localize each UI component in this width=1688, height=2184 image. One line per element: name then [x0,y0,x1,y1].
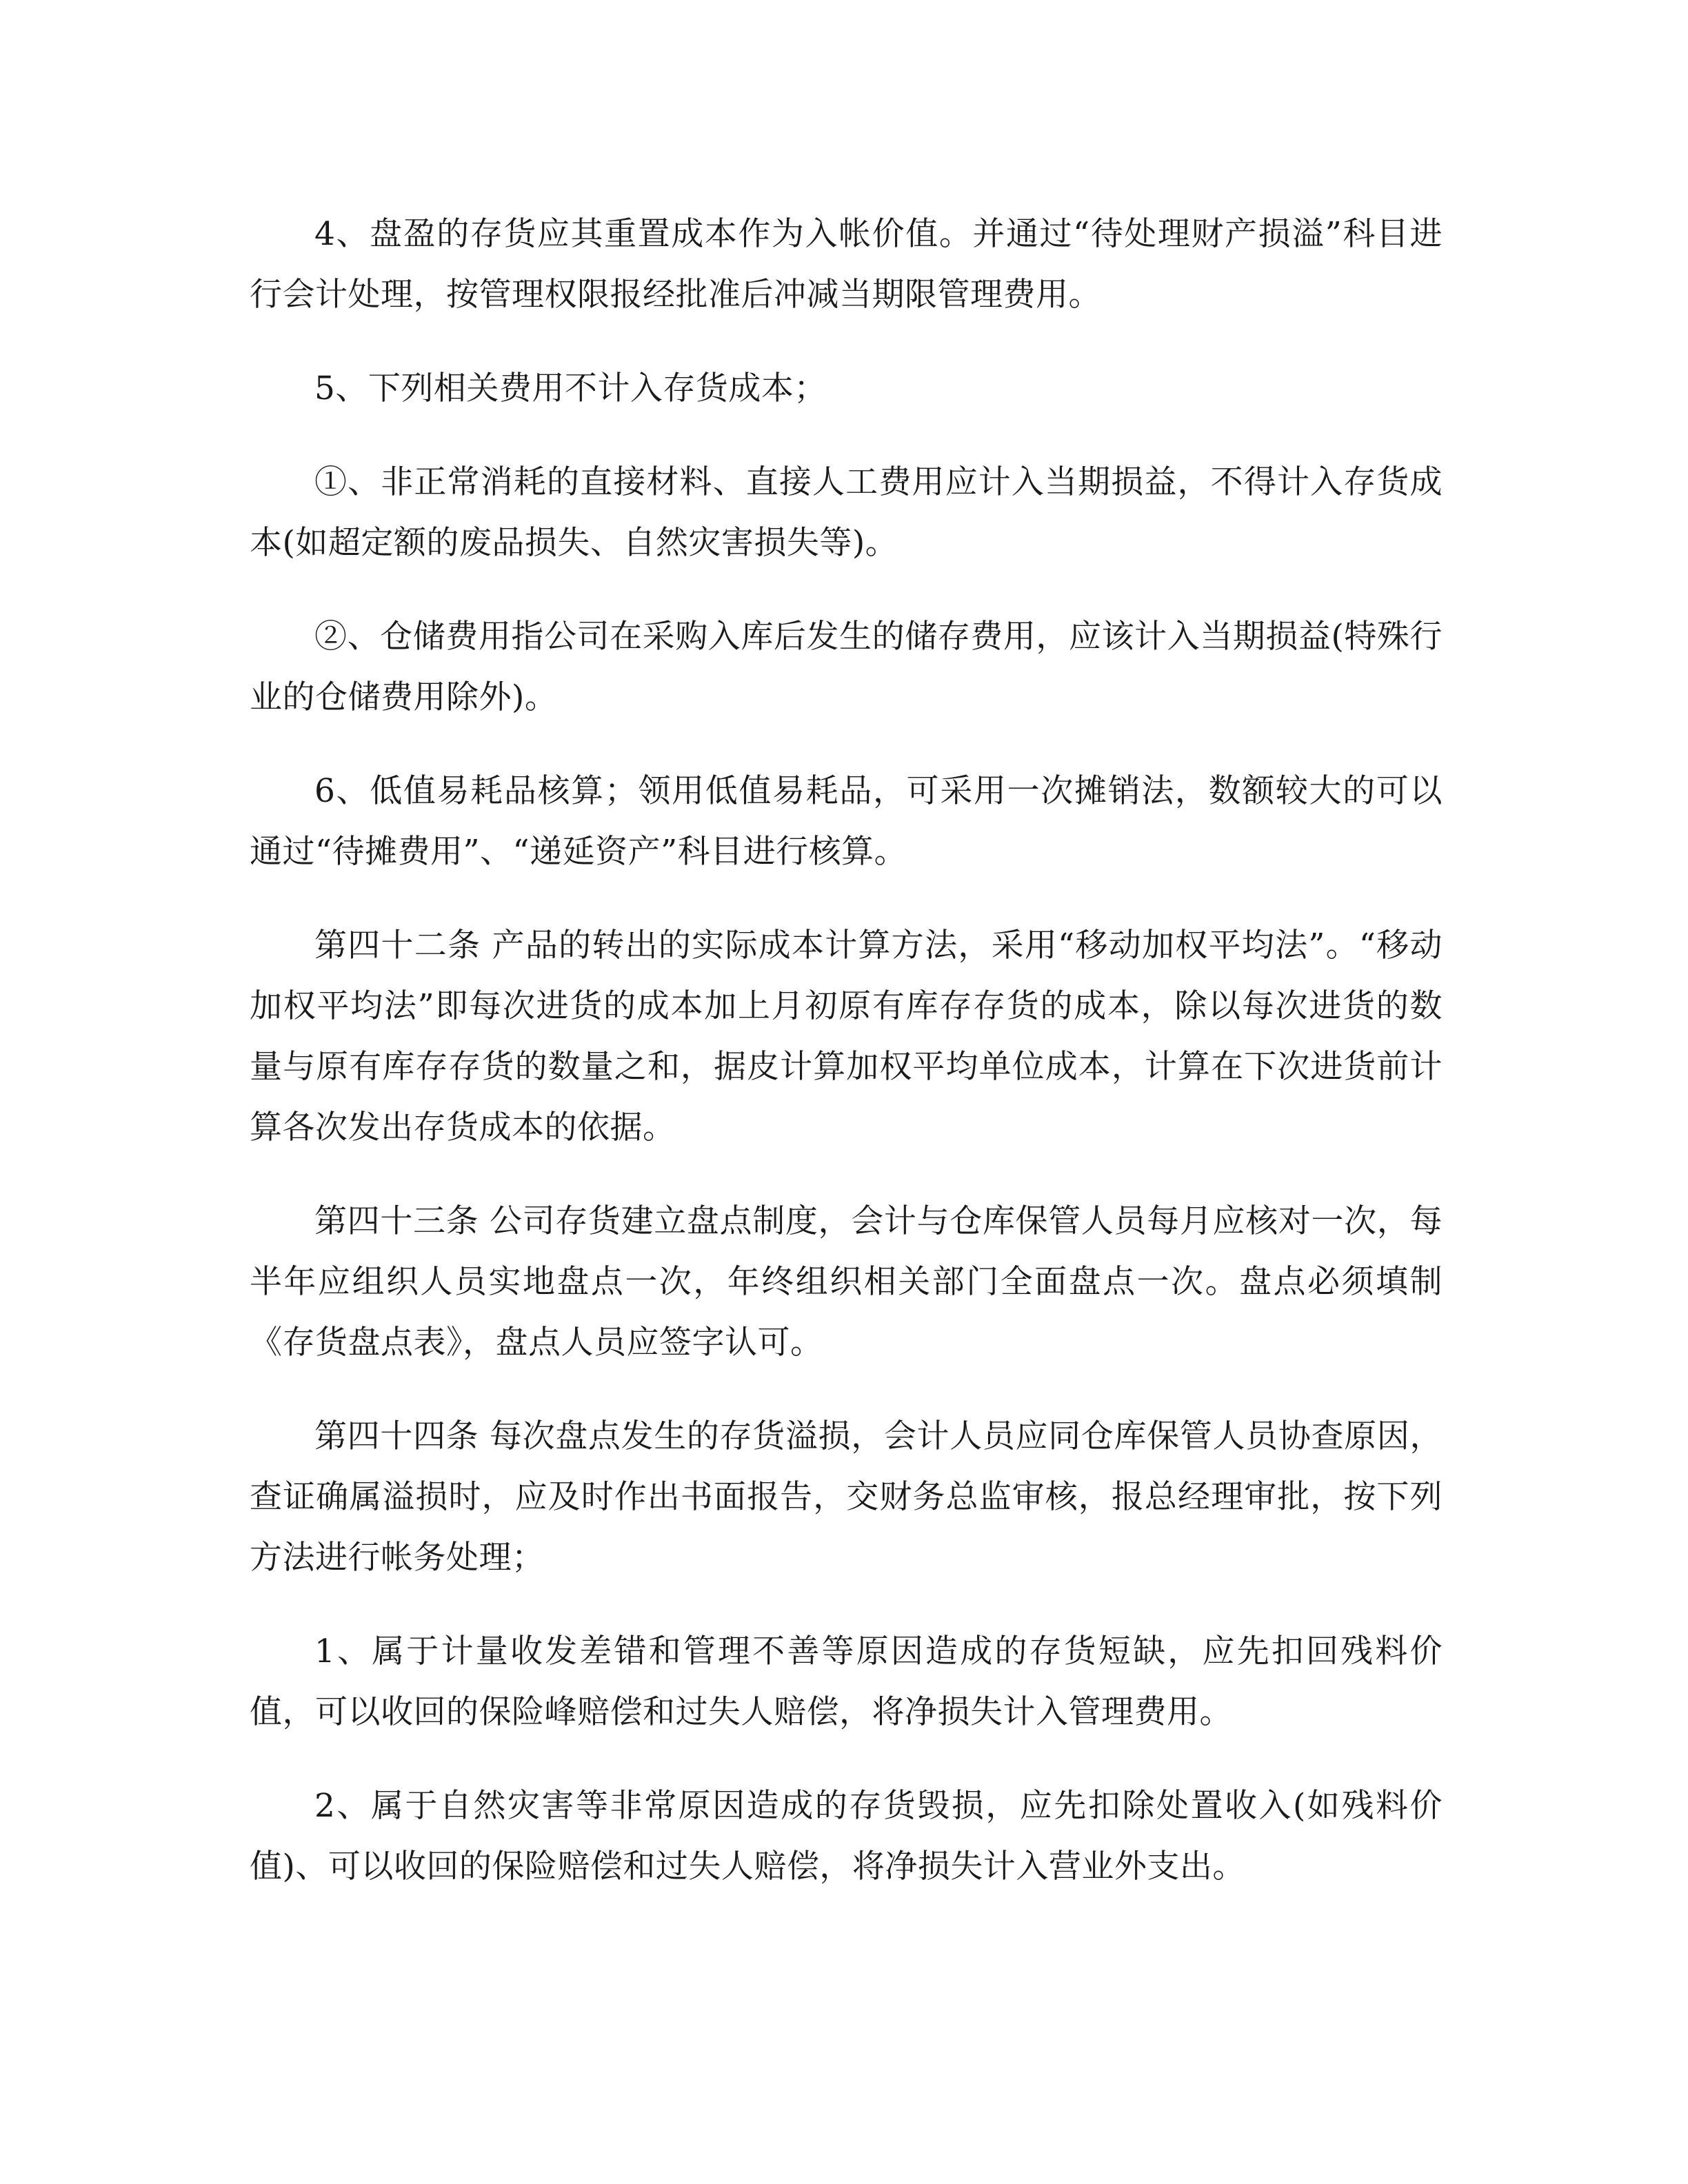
paragraph-article-42: 第四十二条 产品的转出的实际成本计算方法，采用“移动加权平均法”。“移动加权平均法”即每次进货的成本加上月初原有库存存货的成本，除以每次进货的数量与原有库存存货的数量之和，据皮计算加权平均单位成本，计算在下次进货前计算各次发出存货成本的依据。 [250,927,1443,1146]
paragraph-abnormal-consumption: ①、非正常消耗的直接材料、直接人工费用应计入当期损益，不得计入存货成本(如超定额的废品损失、自然灾害损失等)。 [250,463,1443,562]
document-body [250,204,1443,1930]
paragraph-article-44: 第四十四条 每次盘点发生的存货溢损，会计人员应同仓库保管人员协查原因，查证确属溢损时，应及时作出书面报告，交财务总监审核，报总经理审批，按下列方法进行帐务处理； [250,1417,1443,1577]
paragraph-excluded-costs: 5、下列相关费用不计入存货成本； [314,370,827,407]
paragraph-article-43: 第四十三条 公司存货建立盘点制度，会计与仓库保管人员每月应核对一次，每半年应组织人员实地盘点一次，年终组织相关部门全面盘点一次。盘点必须填制《存货盘点表》，盘点人员应签字认可。 [250,1202,1443,1362]
paragraph-inventory-surplus: 4、盘盈的存货应其重置成本作为入帐价值。并通过“待处理财产损溢”科目进行会计处理，按管理权限报经批准后冲减当期限管理费用。 [250,215,1443,314]
paragraph-natural-disasters: 2、属于自然灾害等非常原因造成的存货毁损，应先扣除处置收入(如残料价值)、可以收回的保险赔偿和过失人赔偿，将净损失计入营业外支出。 [250,1787,1443,1885]
paragraph-low-value-consumables: 6、低值易耗品核算；领用低值易耗品，可采用一次摊销法，数额较大的可以通过“待摊费用”、“递延资产”科目进行核算。 [250,772,1443,871]
paragraph-measurement-errors: 1、属于计量收发差错和管理不善等原因造成的存货短缺，应先扣回残料价值，可以收回的保险峰赔偿和过失人赔偿，将净损失计入管理费用。 [250,1632,1443,1731]
paragraph-storage-costs: ②、仓储费用指公司在采购入库后发生的储存费用，应该计入当期损益(特殊行业的仓储费用除外)。 [250,618,1443,716]
